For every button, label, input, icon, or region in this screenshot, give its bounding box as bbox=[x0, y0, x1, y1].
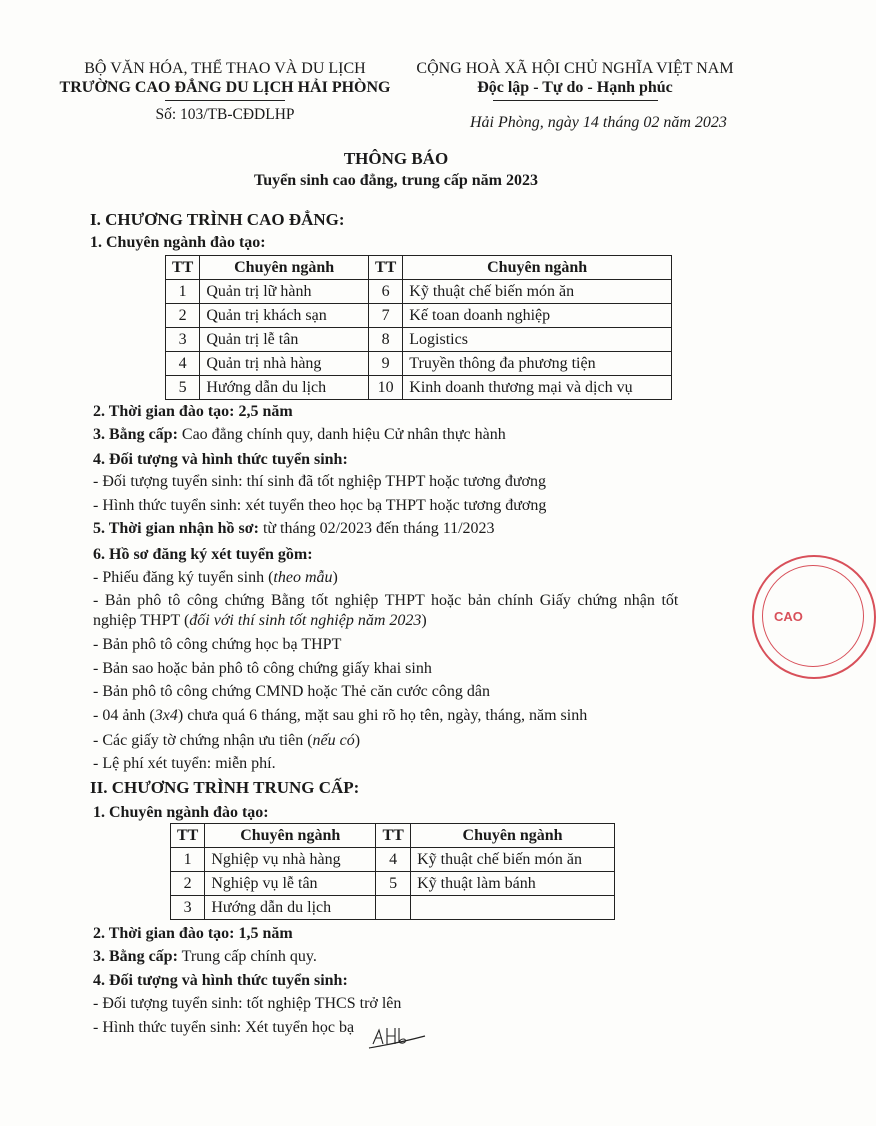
doc-item-1 bbox=[93, 567, 338, 589]
stamp-text: CAO bbox=[774, 609, 803, 624]
table-header-row bbox=[171, 824, 615, 848]
doc-text-italic: nếu có bbox=[312, 732, 355, 749]
table-cell: Nghiệp vụ nhà hàng bbox=[205, 848, 376, 872]
table-cell: Kinh doanh thương mại và dịch vụ bbox=[403, 376, 672, 400]
document-number: Số: 103/TB-CĐDLHP bbox=[155, 106, 295, 123]
college-majors-heading: 1. Chuyên ngành đào tạo: bbox=[90, 234, 266, 251]
table-cell: 2 bbox=[171, 872, 205, 896]
table-header-cell: Chuyên ngành bbox=[403, 256, 672, 280]
table-cell: 6 bbox=[368, 280, 402, 304]
table-row bbox=[166, 352, 672, 376]
table-row bbox=[171, 872, 615, 896]
doc-text: ) chưa quá 6 tháng, mặt sau ghi rõ họ tên, ngày, tháng, năm sinh bbox=[177, 707, 588, 724]
table-header-cell: TT bbox=[376, 824, 411, 848]
table-cell: Truyền thông đa phương tiện bbox=[403, 352, 672, 376]
republic-name: CỘNG HOÀ XÃ HỘI CHỦ NGHĨA VIỆT NAM bbox=[416, 60, 734, 77]
table-cell: 4 bbox=[376, 848, 411, 872]
table-cell: Hướng dẫn du lịch bbox=[205, 896, 376, 920]
table-cell: 4 bbox=[166, 352, 200, 376]
vocational-target-1: - Đối tượng tuyển sinh: tốt nghiệp THCS trở lên bbox=[93, 995, 402, 1012]
table-row bbox=[171, 848, 615, 872]
vocational-majors-table bbox=[170, 823, 615, 920]
degree-label: 3. Bằng cấp: bbox=[93, 426, 178, 443]
college-docs-heading: 6. Hồ sơ đăng ký xét tuyển gồm: bbox=[93, 546, 313, 563]
initials-signature bbox=[365, 1022, 433, 1056]
doc-item-4: - Bản sao hoặc bản phô tô công chứng giấy khai sinh bbox=[93, 660, 432, 677]
national-motto: Độc lập - Tự do - Hạnh phúc bbox=[477, 79, 673, 96]
college-degree bbox=[93, 424, 506, 446]
doc-item-2-line-1: - Bản phô tô công chứng Bằng tốt nghiệp THPT hoặc bản chính Giấy chứng nhận tốt bbox=[93, 592, 679, 609]
page-title: THÔNG BÁO bbox=[343, 149, 449, 168]
doc-item-8: - Lệ phí xét tuyển: miễn phí. bbox=[93, 755, 276, 772]
doc-text-italic: theo mẫu bbox=[273, 569, 333, 586]
table-row bbox=[166, 304, 672, 328]
table-header-cell: TT bbox=[368, 256, 402, 280]
doc-text: ) bbox=[332, 569, 338, 586]
doc-text: - Các giấy tờ chứng nhận ưu tiên ( bbox=[93, 732, 313, 749]
doc-text: ) bbox=[354, 732, 361, 749]
college-target-2: - Hình thức tuyển sinh: xét tuyển theo học bạ THPT hoặc tương đương bbox=[93, 497, 547, 514]
doc-item-6 bbox=[93, 705, 587, 727]
college-target-1: - Đối tượng tuyển sinh: thí sinh đã tốt nghiệp THPT hoặc tương đương bbox=[93, 473, 547, 490]
degree-label: 3. Bằng cấp: bbox=[93, 948, 178, 965]
vocational-heading: II. CHƯƠNG TRÌNH TRUNG CẤP: bbox=[90, 778, 360, 797]
school-name: TRƯỜNG CAO ĐẲNG DU LỊCH HẢI PHÒNG bbox=[59, 79, 391, 96]
table-cell: 8 bbox=[368, 328, 402, 352]
table-cell: Nghiệp vụ lễ tân bbox=[205, 872, 376, 896]
table-cell: Quản trị khách sạn bbox=[200, 304, 369, 328]
doc-text: - 04 ảnh ( bbox=[93, 707, 155, 724]
table-cell: 3 bbox=[166, 328, 200, 352]
doc-text: - Phiếu đăng ký tuyển sinh ( bbox=[93, 569, 274, 586]
doc-text: nghiệp THPT ( bbox=[93, 612, 190, 629]
table-cell: 5 bbox=[166, 376, 200, 400]
doc-item-2-line-2 bbox=[93, 610, 427, 632]
table-header-cell: Chuyên ngành bbox=[205, 824, 376, 848]
table-cell: Quản trị lữ hành bbox=[200, 280, 369, 304]
doc-item-7 bbox=[93, 730, 360, 752]
degree-value: Trung cấp chính quy. bbox=[177, 948, 317, 965]
table-header-cell: Chuyên ngành bbox=[411, 824, 615, 848]
doc-text: ) bbox=[421, 612, 427, 629]
table-cell: Kỹ thuật làm bánh bbox=[411, 872, 615, 896]
page-subtitle: Tuyển sinh cao đẳng, trung cấp năm 2023 bbox=[254, 172, 538, 189]
table-cell: 2 bbox=[166, 304, 200, 328]
vocational-target-heading: 4. Đối tượng và hình thức tuyển sinh: bbox=[93, 972, 348, 989]
table-header-cell: Chuyên ngành bbox=[200, 256, 369, 280]
intake-label: 5. Thời gian nhận hồ sơ: bbox=[93, 520, 259, 537]
table-cell: Quản trị lễ tân bbox=[200, 328, 369, 352]
table-cell: 7 bbox=[368, 304, 402, 328]
intake-value: từ tháng 02/2023 đến tháng 11/2023 bbox=[258, 520, 495, 537]
table-cell: Quản trị nhà hàng bbox=[200, 352, 369, 376]
table-cell: 1 bbox=[166, 280, 200, 304]
table-cell: Logistics bbox=[403, 328, 672, 352]
table-header-cell: TT bbox=[171, 824, 205, 848]
table-cell: Kế toan doanh nghiệp bbox=[403, 304, 672, 328]
table-cell: 3 bbox=[171, 896, 205, 920]
vocational-duration: 2. Thời gian đào tạo: 1,5 năm bbox=[93, 925, 293, 942]
table-cell: Kỹ thuật chế biến món ăn bbox=[411, 848, 615, 872]
table-row bbox=[171, 896, 615, 920]
table-header-row bbox=[166, 256, 672, 280]
doc-text-italic: đối với thí sinh tốt nghiệp năm 2023 bbox=[189, 612, 422, 629]
degree-value: Cao đẳng chính quy, danh hiệu Cử nhân thực hành bbox=[177, 426, 506, 443]
date-place: Hải Phòng, ngày 14 tháng 02 năm 2023 bbox=[470, 114, 727, 131]
motto-underline bbox=[493, 100, 658, 101]
table-cell: 5 bbox=[376, 872, 411, 896]
doc-item-3: - Bản phô tô công chứng học bạ THPT bbox=[93, 636, 342, 653]
college-heading: I. CHƯƠNG TRÌNH CAO ĐẲNG: bbox=[90, 210, 345, 229]
table-cell: 10 bbox=[368, 376, 402, 400]
table-row bbox=[166, 376, 672, 400]
table-cell bbox=[376, 896, 411, 920]
table-cell: 9 bbox=[368, 352, 402, 376]
school-stamp bbox=[752, 555, 876, 679]
college-majors-table bbox=[165, 255, 672, 400]
table-cell: Hướng dẫn du lịch bbox=[200, 376, 369, 400]
table-cell: 1 bbox=[171, 848, 205, 872]
table-cell bbox=[411, 896, 615, 920]
college-target-heading: 4. Đối tượng và hình thức tuyển sinh: bbox=[93, 451, 348, 468]
doc-item-5: - Bản phô tô công chứng CMND hoặc Thẻ căn cước công dân bbox=[93, 683, 490, 700]
vocational-target-2: - Hình thức tuyển sinh: Xét tuyển học bạ bbox=[93, 1019, 355, 1036]
school-underline bbox=[165, 100, 285, 101]
table-row bbox=[166, 280, 672, 304]
table-header-cell: TT bbox=[166, 256, 200, 280]
college-duration: 2. Thời gian đào tạo: 2,5 năm bbox=[93, 403, 293, 420]
ministry-name: BỘ VĂN HÓA, THỂ THAO VÀ DU LỊCH bbox=[84, 60, 366, 77]
college-intake bbox=[93, 518, 495, 540]
table-cell: Kỹ thuật chế biến món ăn bbox=[403, 280, 672, 304]
table-row bbox=[166, 328, 672, 352]
doc-text-italic: 3x4 bbox=[154, 707, 178, 724]
vocational-majors-heading: 1. Chuyên ngành đào tạo: bbox=[93, 804, 269, 821]
vocational-degree bbox=[93, 946, 317, 968]
